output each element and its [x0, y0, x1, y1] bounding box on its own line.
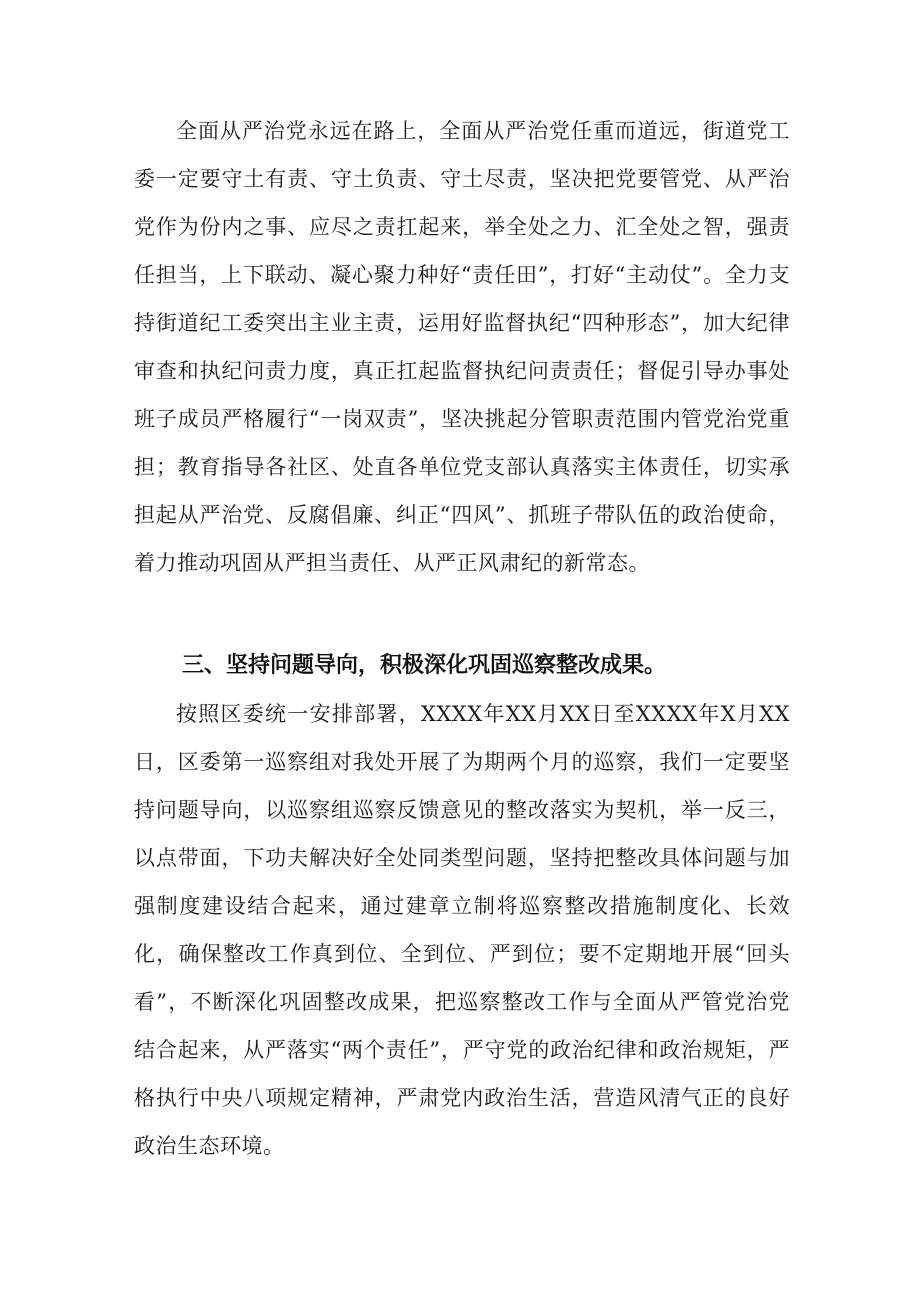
body-paragraph: 全面从严治党永远在路上，全面从严治党任重而道远，街道党工委一定要守土有责、守土负责、守土尽责，坚决把党要管党、从严治党作为份内之事、应尽之责扛起来，举全处之力、汇全处之智，强责任担当，上下联动、凝心聚力种好“责任田”，打好“主动仗”。全力支持街道纪工委突出主业主责，运用好监督执纪“四种形态”，加大纪律审查和执纪问责力度，真正扛起监督执纪问责责任；督促引导办事处班子成员严格履行“一岗双责”，坚决挑起分管职责范围内管党治党重担；教育指导各社区、处直各单位党支部认真落实主体责任，切实承担起从严治党、反腐倡廉、纠正“四风”、抓班子带队伍的政治使命，着力推动巩固从严担当责任、从严正风肃纪的新常态。 [134, 119, 790, 575]
body-paragraph: 按照区委统一安排部署，XXXX年XX月XX日至XXXX年X月XX日，区委第一巡察组对我处开展了为期两个月的巡察，我们一定要坚持问题导向，以巡察组巡察反馈意见的整改落实为契机，举一反三，以点带面，下功夫解决好全处同类型问题，坚持把整改具体问题与加强制度建设结合起来，通过建章立制将巡察整改措施制度化、长效化，确保整改工作真到位、全到位、严到位；要不定期地开展“回头看”，不断深化巩固整改成果，把巡察整改工作与全面从严管党治党结合起来，从严落实“两个责任”，严守党的政治纪律和政治规矩，严格执行中央八项规定精神，严肃党内政治生活，营造风清气正的良好政治生态环境。 [134, 702, 790, 1158]
section-heading: 三、坚持问题导向，积极深化巩固巡察整改成果。 [182, 653, 667, 678]
